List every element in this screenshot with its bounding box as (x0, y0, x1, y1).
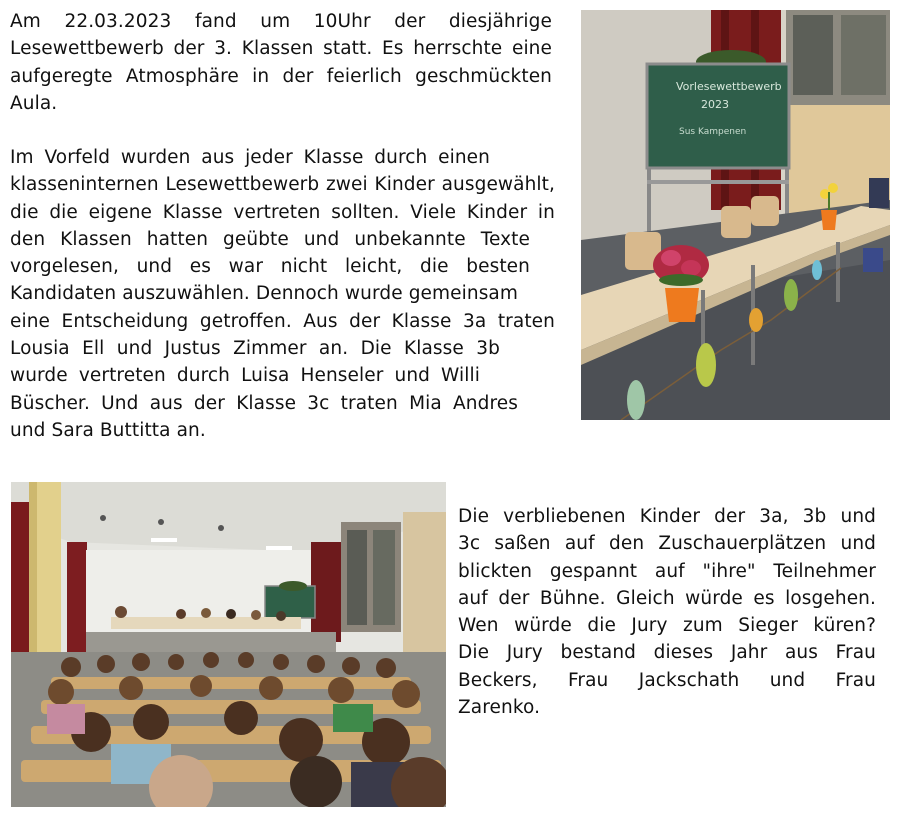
text-line: Wen würde die Jury zum Sieger küren? (458, 615, 876, 637)
text-line: die die eigene Klasse vertreten sollten. Viele Kinder in (10, 201, 555, 223)
text-line: aufgeregte Atmosphäre in der feierlich geschmückten (10, 65, 552, 87)
text-line: Die Jury bestand dieses Jahr aus Frau (458, 642, 876, 664)
text-line: und Sara Buttitta an. (10, 419, 206, 441)
chalkboard-title: Vorlesewettbewerb (676, 80, 782, 93)
text-line: Im Vorfeld wurden aus jeder Klasse durch einen (10, 147, 490, 168)
text-line: Zarenko. (458, 697, 541, 719)
text-line: klasseninternen Lesewettbewerb zwei Kinder ausgewählt, (10, 174, 555, 196)
text-line: Lesewettbewerb der 3. Klassen statt. Es herrschte eine (10, 38, 552, 60)
chalkboard-photo (581, 10, 890, 420)
text-line: auf der Bühne. Gleich würde es losgehen. (458, 587, 876, 609)
text-line: Aula. (10, 92, 58, 114)
audience-paragraph (458, 503, 876, 721)
text-line: Die verbliebenen Kinder der 3a, 3b und (458, 506, 876, 527)
text-line: Am 22.03.2023 fand um 10Uhr der diesjährige (10, 11, 552, 32)
text-line: Lousia Ell und Justus Zimmer an. Die Klasse 3b (10, 338, 500, 360)
text-line: Beckers, Frau Jackschath und Frau (458, 669, 876, 691)
text-line: wurde vertreten durch Luisa Henseler und Willi (10, 365, 480, 387)
text-line: blickten gespannt auf "ihre" Teilnehmer (458, 560, 876, 582)
selection-paragraph (10, 144, 555, 444)
text-line: 3c saßen auf den Zuschauerplätzen und (458, 533, 876, 555)
chalkboard-sub: Sus Kampenen (679, 127, 747, 137)
auditorium-photo (11, 482, 446, 807)
text-line: eine Entscheidung getroffen. Aus der Klasse 3a traten (10, 310, 555, 332)
text-line: vorgelesen, und es war nicht leicht, die besten (10, 256, 530, 278)
chalkboard-year: 2023 (701, 98, 729, 111)
text-line: Büscher. Und aus der Klasse 3c traten Mia Andres (10, 392, 518, 414)
text-line: Kandidaten auszuwählen. Dennoch wurde gemeinsam (10, 283, 518, 305)
intro-paragraph (10, 8, 552, 117)
text-line: den Klassen hatten geübte und unbekannte Texte (10, 228, 530, 250)
